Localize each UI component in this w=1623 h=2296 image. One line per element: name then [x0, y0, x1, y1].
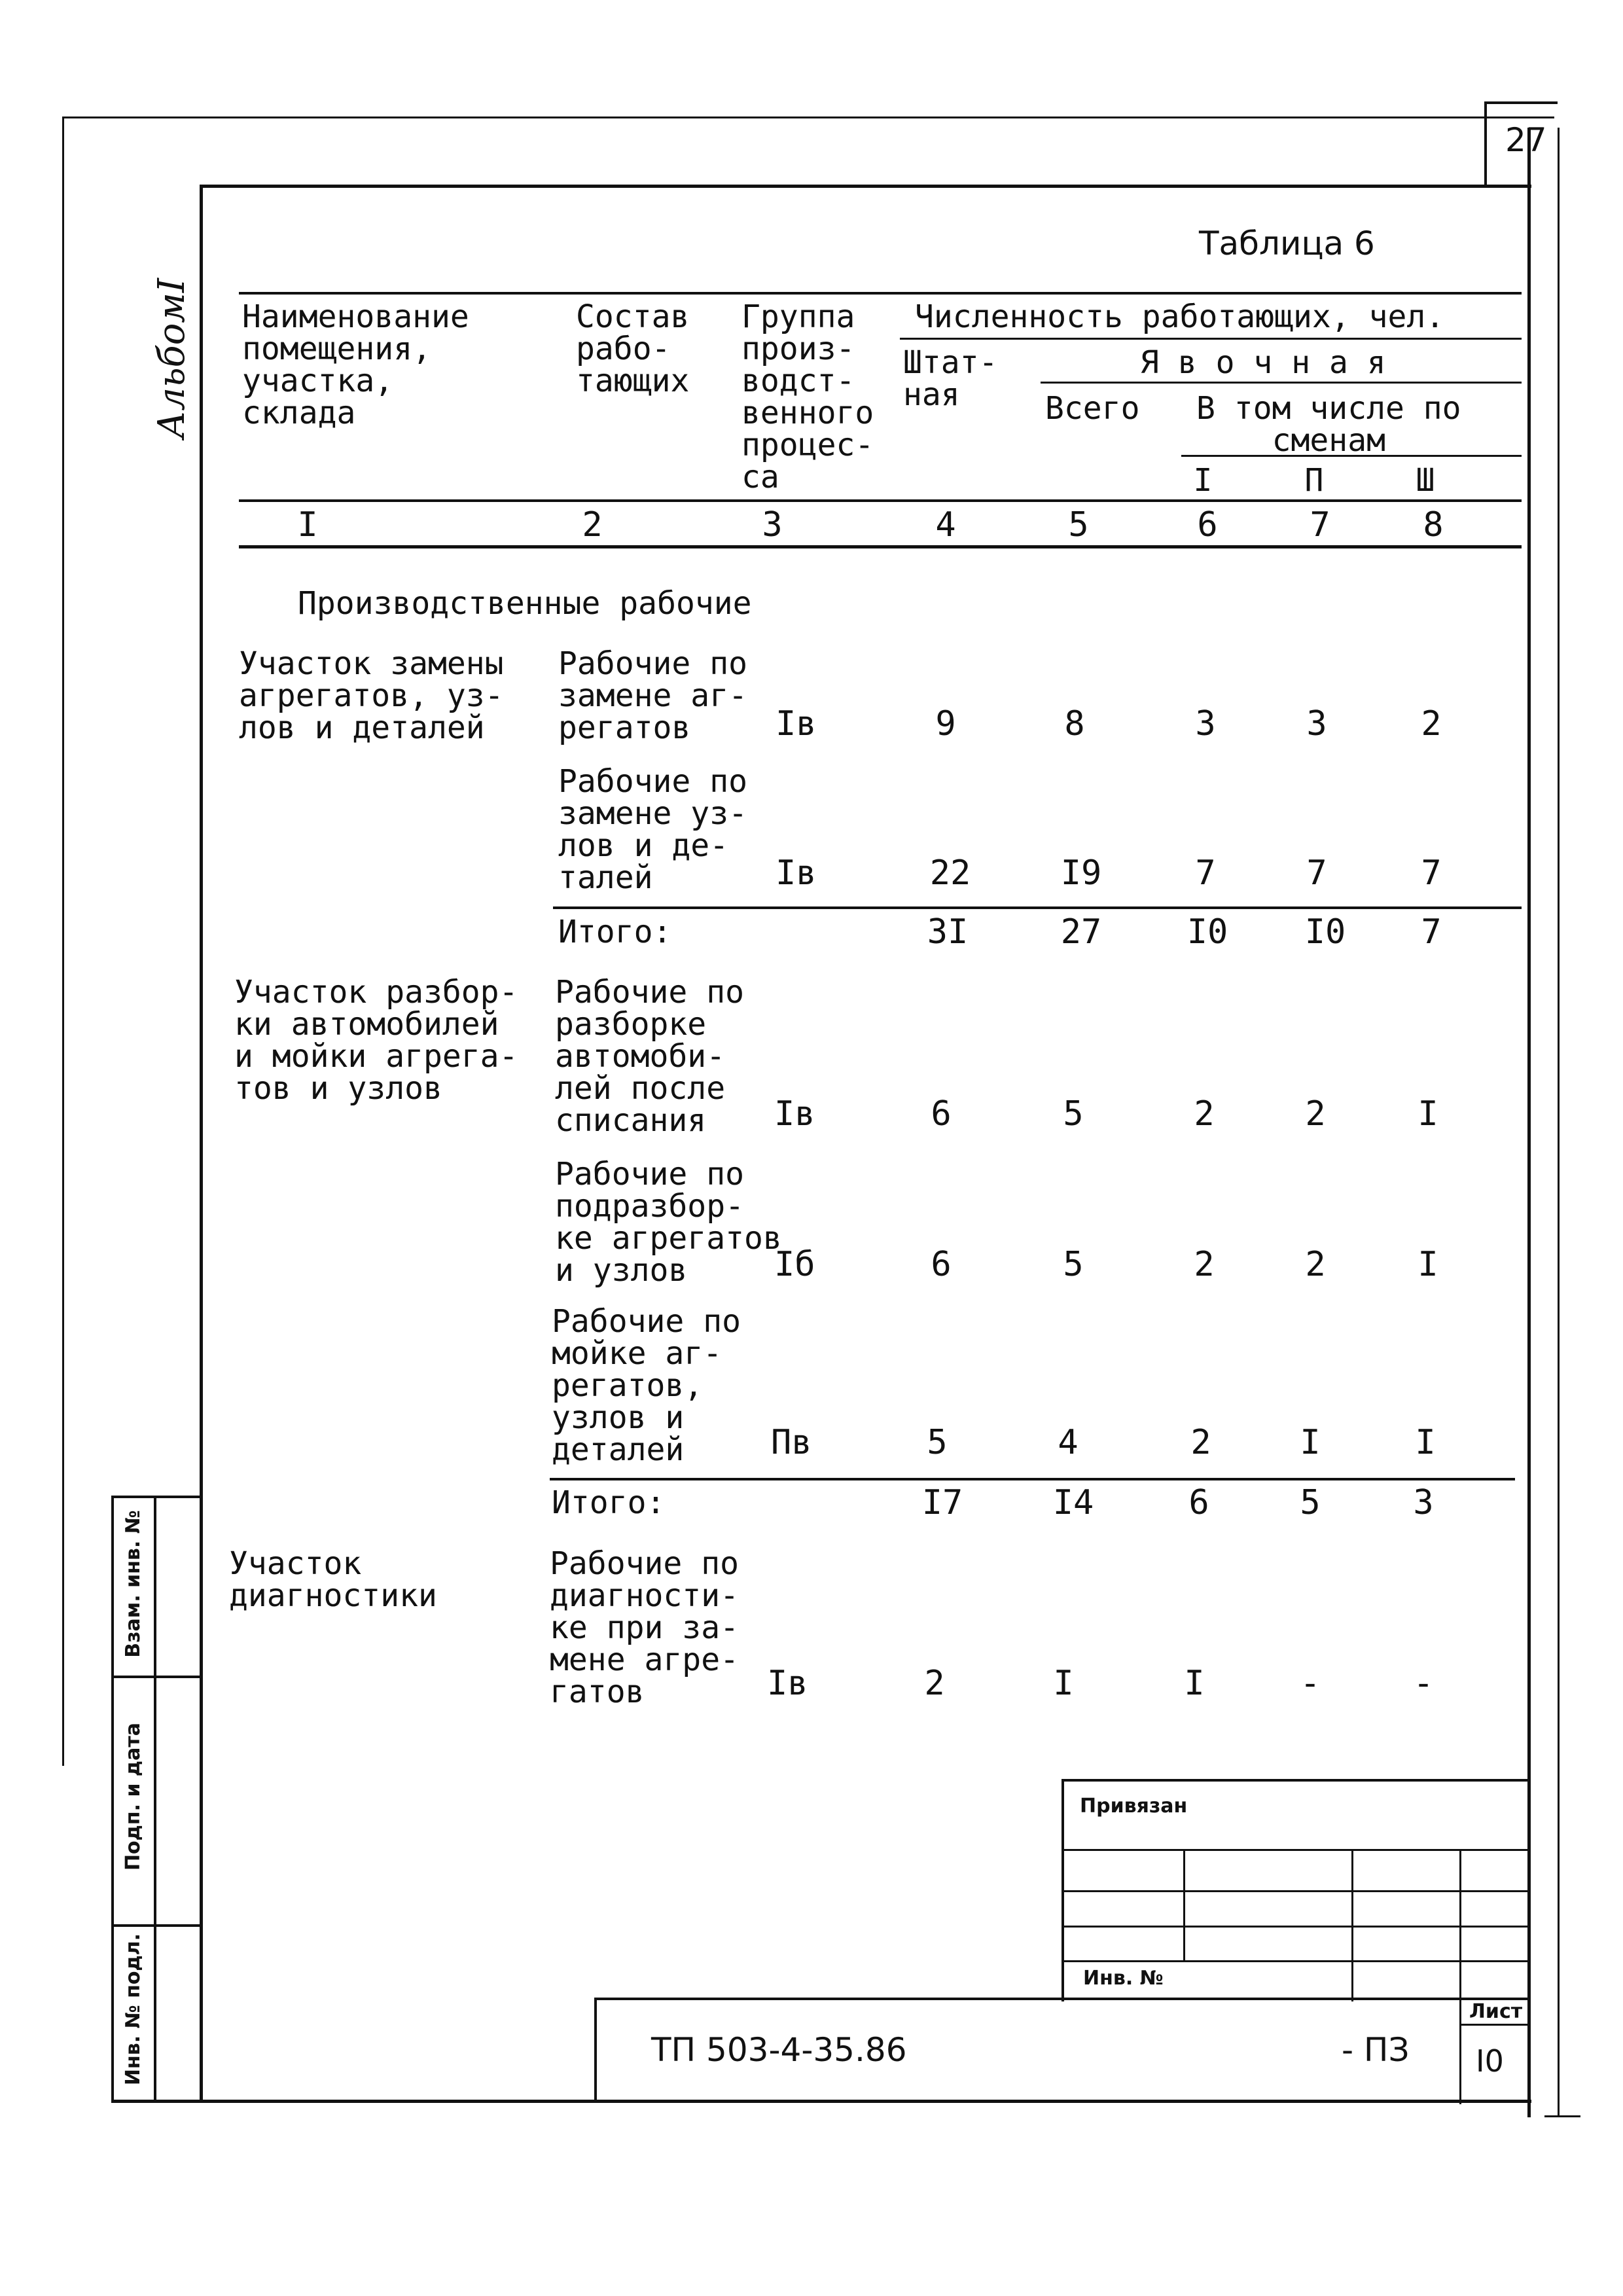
row-shift-2: 3 — [1306, 704, 1327, 744]
header-shift-2: П — [1304, 462, 1324, 499]
subtotal-total: 27 — [1060, 912, 1102, 952]
stamp-main-top — [594, 1998, 1530, 2000]
colnum-4: 4 — [935, 505, 956, 545]
row-group: Пв — [771, 1423, 812, 1462]
row-total: I — [1053, 1664, 1074, 1703]
header-bottom-line — [239, 499, 1522, 502]
row-staff: 9 — [935, 704, 956, 744]
row-composition: Рабочие по замене уз- лов и де- талей — [558, 763, 747, 896]
strip-top-line — [111, 1496, 200, 1498]
stamp-main-left — [594, 1998, 597, 2102]
row-staff: 6 — [931, 1094, 952, 1134]
subtotal-line — [553, 906, 1522, 909]
row-shift-2: 2 — [1305, 1094, 1326, 1134]
right-edge-line — [1558, 128, 1560, 2117]
stamp-doc-code: ТП 503-4-35.86 — [651, 2031, 907, 2069]
inner-frame-left — [200, 185, 203, 2102]
header-by-shift: В том числе по сменам — [1196, 390, 1461, 459]
swap-inv-label: Взам. инв. № — [122, 1510, 145, 1658]
outer-frame-top — [62, 117, 1554, 118]
row-shift-3: - — [1413, 1664, 1434, 1703]
row-composition: Рабочие по диагности- ке при за- мене агре- гатов — [550, 1545, 739, 1710]
row-total: 5 — [1063, 1245, 1084, 1284]
row-staff: 22 — [929, 853, 971, 893]
row-total: 5 — [1063, 1094, 1084, 1134]
stamp-sheet-line — [1459, 2024, 1530, 2026]
subtotal-shift-3: 3 — [1413, 1483, 1434, 1522]
row-shift-1: 7 — [1195, 853, 1216, 893]
header-group-process: Группа произ- водст- венного процес- са — [741, 298, 874, 495]
row-group: Iв — [774, 1094, 815, 1134]
inv-orig-label: Инв. № подл. — [122, 1933, 145, 2086]
row-composition: Рабочие по мойке аг- регатов, узлов и деталей — [552, 1303, 741, 1468]
row-shift-1: 3 — [1195, 704, 1216, 744]
row-group: Iв — [776, 853, 817, 893]
row-shift-1: 2 — [1190, 1423, 1211, 1462]
row-shift-2: 2 — [1305, 1245, 1326, 1284]
row-shift-3: I — [1415, 1423, 1436, 1462]
header-attendance: Я в о ч н а я — [1140, 344, 1386, 381]
subtotal-shift-1: I0 — [1186, 912, 1228, 952]
colnum-6: 6 — [1197, 505, 1218, 545]
section-name: Участок разбор- ки автомобилей и мойки агрега- тов и узлов — [234, 974, 518, 1107]
subtotal-shift-3: 7 — [1421, 912, 1442, 952]
page-number-box-top — [1484, 101, 1558, 104]
row-total: 4 — [1058, 1423, 1079, 1462]
stamp-grid-v2 — [1351, 1849, 1353, 2001]
row-staff: 5 — [927, 1423, 948, 1462]
section-name: Участок замены агрегатов, уз- лов и деталей — [239, 645, 504, 746]
row-group: Iб — [774, 1245, 815, 1284]
colnum-5: 5 — [1068, 505, 1089, 545]
row-shift-3: 2 — [1421, 704, 1442, 744]
row-shift-3: I — [1418, 1245, 1438, 1284]
row-total: I9 — [1060, 853, 1102, 893]
colnum-2: 2 — [582, 505, 603, 545]
header-group-line — [900, 338, 1522, 340]
subtotal-label: Итого: — [552, 1484, 666, 1521]
album-label-text: АльбомI — [151, 278, 193, 439]
subtotal-shift-2: 5 — [1300, 1483, 1321, 1522]
header-shift-3: Ш — [1416, 462, 1435, 499]
stamp-sheet-label: Лист — [1469, 2000, 1523, 2023]
inner-frame-top — [200, 185, 1531, 188]
row-composition: Рабочие по замене аг- регатов — [558, 645, 747, 746]
stamp-sheet-number: I0 — [1476, 2043, 1504, 2079]
section-name: Участок диагностики — [229, 1545, 437, 1614]
album-label — [151, 278, 193, 439]
page-number-box-left — [1484, 101, 1487, 187]
row-total: 8 — [1064, 704, 1085, 744]
stamp-upper-top — [1061, 1779, 1529, 1782]
stamp-bound-label: Привязан — [1080, 1795, 1188, 1818]
subtotal-staff: 3I — [927, 912, 969, 952]
header-top-line — [239, 292, 1522, 295]
row-group: Iв — [767, 1664, 808, 1703]
inner-frame-bottom — [111, 2100, 1531, 2103]
section-title: Производственные рабочие — [298, 585, 752, 622]
row-composition: Рабочие по разборке автомоби- лей после списания — [555, 974, 744, 1139]
strip-mid-line — [154, 1496, 156, 2101]
colnum-8: 8 — [1423, 505, 1444, 545]
row-composition: Рабочие по подразбор- ке агрегатов и узлов — [555, 1156, 782, 1289]
inner-frame-right — [1527, 128, 1531, 2117]
header-staff: Штат- ная — [903, 344, 998, 413]
colnum-7: 7 — [1310, 505, 1330, 545]
header-attendance-line — [1041, 382, 1522, 384]
subtotal-staff: I7 — [921, 1483, 963, 1522]
row-shift-1: 2 — [1194, 1094, 1215, 1134]
page-number: 27 — [1505, 121, 1547, 159]
header-workers-count: Численность работающих, чел. — [915, 298, 1445, 335]
colnum-1: I — [297, 505, 318, 545]
stamp-doc-suffix: - ПЗ — [1342, 2031, 1410, 2069]
row-group: Iв — [776, 704, 817, 744]
sign-date-label: Подп. и дата — [122, 1722, 145, 1871]
row-shift-3: I — [1418, 1094, 1438, 1134]
header-total: Всего — [1045, 390, 1140, 427]
row-shift-1: I — [1184, 1664, 1205, 1703]
stamp-grid-v3 — [1459, 1849, 1461, 2104]
row-shift-1: 2 — [1194, 1245, 1215, 1284]
colnum-bottom-line — [239, 545, 1522, 548]
header-composition: Состав рабо- тающих — [576, 298, 690, 399]
outer-frame-left — [62, 117, 64, 1766]
right-tick — [1544, 2115, 1580, 2117]
row-staff: 2 — [924, 1664, 945, 1703]
row-shift-2: - — [1300, 1664, 1321, 1703]
header-shift-1: I — [1193, 462, 1213, 499]
subtotal-label: Итого: — [558, 914, 672, 950]
header-name: Наименование помещения, участка, склада — [242, 298, 469, 431]
subtotal-total: I4 — [1052, 1483, 1094, 1522]
subtotal-shift-1: 6 — [1188, 1483, 1209, 1522]
row-shift-3: 7 — [1421, 853, 1442, 893]
stamp-grid-v1 — [1183, 1849, 1185, 1960]
row-shift-2: 7 — [1306, 853, 1327, 893]
strip-left-line — [111, 1496, 114, 2101]
table-title: Таблица 6 — [1199, 224, 1375, 262]
stamp-inv-label: Инв. № — [1083, 1967, 1164, 1990]
subtotal-line — [550, 1478, 1515, 1480]
subtotal-shift-2: I0 — [1304, 912, 1346, 952]
row-staff: 6 — [931, 1245, 952, 1284]
row-shift-2: I — [1300, 1423, 1321, 1462]
colnum-3: 3 — [762, 505, 783, 545]
